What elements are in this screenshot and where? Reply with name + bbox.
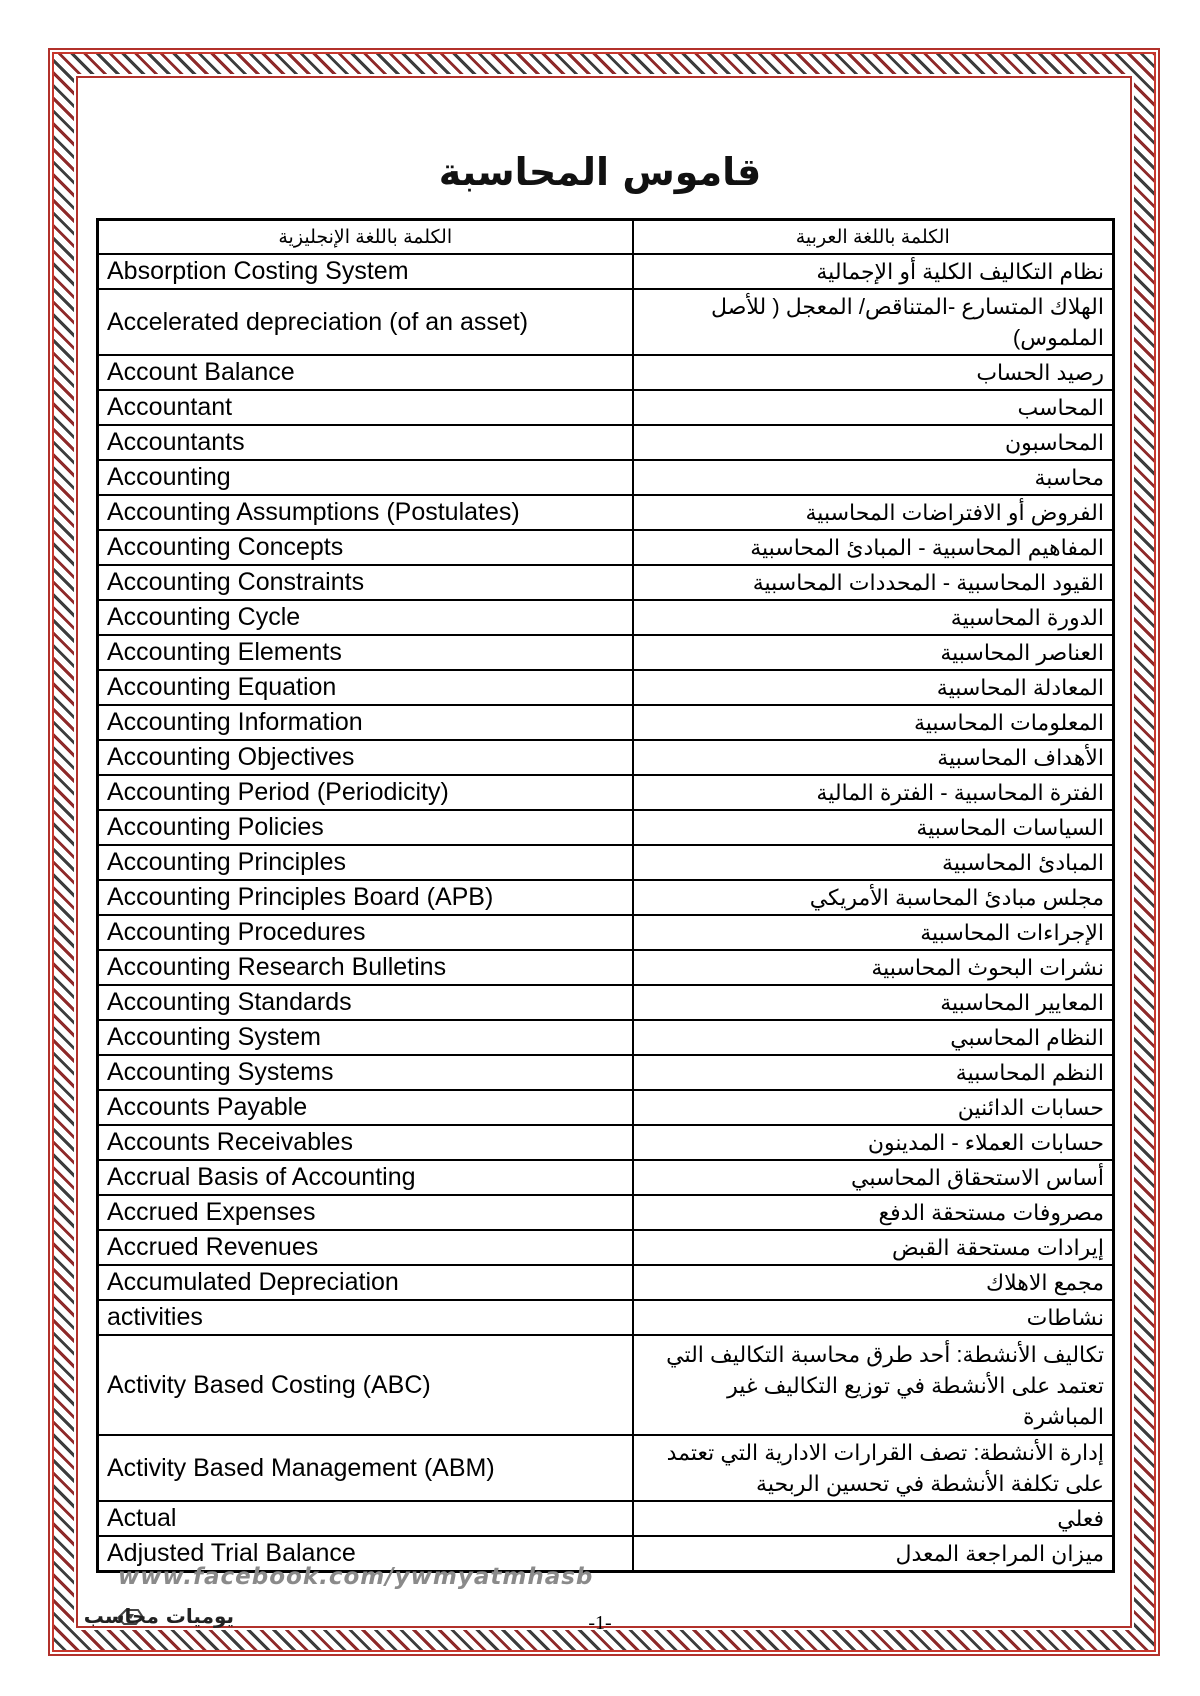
table-row [98, 495, 1114, 530]
table-row [98, 670, 1114, 705]
dictionary-table [96, 218, 1115, 1573]
english-term: Accounting Constraints [98, 565, 633, 600]
english-term: Actual [98, 1501, 633, 1536]
english-term: Accrued Revenues [98, 1230, 633, 1265]
table-row [98, 390, 1114, 425]
english-term: Accounting Information [98, 705, 633, 740]
arabic-term: نشرات البحوث المحاسبية [633, 950, 1114, 985]
arabic-term: مجمع الاهلاك [633, 1265, 1114, 1300]
english-term: Accelerated depreciation (of an asset) [98, 289, 633, 355]
english-term: Accounts Payable [98, 1090, 633, 1125]
arabic-term: إيرادات مستحقة القبض [633, 1230, 1114, 1265]
english-term: Account Balance [98, 355, 633, 390]
logo-text: يوميات محاسب [83, 1604, 234, 1628]
table-row [98, 635, 1114, 670]
arabic-term: إدارة الأنشطة: تصف القرارات الادارية التي تعتمد على تكلفة الأنشطة في تحسين الربحية [633, 1435, 1114, 1501]
table-row [98, 600, 1114, 635]
table-row [98, 530, 1114, 565]
table-row [98, 705, 1114, 740]
arabic-term: المحاسبون [633, 425, 1114, 460]
english-term: Accountants [98, 425, 633, 460]
english-term: Accounting Policies [98, 810, 633, 845]
table-row [98, 565, 1114, 600]
english-term: Accounting Principles [98, 845, 633, 880]
arabic-term: المفاهيم المحاسبية - المبادئ المحاسبية [633, 530, 1114, 565]
table-row [98, 254, 1114, 289]
arabic-term: الأهداف المحاسبية [633, 740, 1114, 775]
arabic-term: الإجراءات المحاسبية [633, 915, 1114, 950]
table-row [98, 810, 1114, 845]
english-term: Accounts Receivables [98, 1125, 633, 1160]
english-term: Accounting Period (Periodicity) [98, 775, 633, 810]
facebook-url-watermark: www.facebook.com/ywmyatmhasb [118, 1564, 594, 1590]
english-term: Activity Based Management (ABM) [98, 1435, 633, 1501]
table-row [98, 1265, 1114, 1300]
page-number: -1- [588, 1612, 612, 1634]
arabic-term: العناصر المحاسبية [633, 635, 1114, 670]
arabic-term: النظم المحاسبية [633, 1055, 1114, 1090]
english-term: Accounting System [98, 1020, 633, 1055]
english-term: Accounting Systems [98, 1055, 633, 1090]
english-term: Accumulated Depreciation [98, 1265, 633, 1300]
english-term: Accounting Standards [98, 985, 633, 1020]
arabic-term: المعلومات المحاسبية [633, 705, 1114, 740]
arabic-term: مجلس مبادئ المحاسبة الأمريكي [633, 880, 1114, 915]
table-row [98, 355, 1114, 390]
english-term: Activity Based Costing (ABC) [98, 1335, 633, 1435]
english-term: Accounting Elements [98, 635, 633, 670]
arabic-term: السياسات المحاسبية [633, 810, 1114, 845]
table-row [98, 1230, 1114, 1265]
english-term: Accrued Expenses [98, 1195, 633, 1230]
table-row [98, 1195, 1114, 1230]
table-body [98, 254, 1114, 1572]
arabic-term: رصيد الحساب [633, 355, 1114, 390]
arabic-term: الهلاك المتسارع -المتناقص/ المعجل ( للأصل الملموس) [633, 289, 1114, 355]
table-row [98, 985, 1114, 1020]
arabic-term: نشاطات [633, 1300, 1114, 1335]
english-term: Accounting Assumptions (Postulates) [98, 495, 633, 530]
arabic-term: نظام التكاليف الكلية أو الإجمالية [633, 254, 1114, 289]
header-arabic-column: الكلمة باللغة العربية [633, 220, 1114, 255]
table-row [98, 1055, 1114, 1090]
arabic-term: مصروفات مستحقة الدفع [633, 1195, 1114, 1230]
table-row [98, 740, 1114, 775]
arabic-term: ميزان المراجعة المعدل [633, 1536, 1114, 1572]
table-row [98, 1501, 1114, 1536]
table-row [98, 775, 1114, 810]
arabic-term: حسابات العملاء - المدينون [633, 1125, 1114, 1160]
english-term: Accounting Research Bulletins [98, 950, 633, 985]
arabic-term: الفروض أو الافتراضات المحاسبية [633, 495, 1114, 530]
table-row [98, 950, 1114, 985]
english-term: Accounting Procedures [98, 915, 633, 950]
english-term: Accrual Basis of Accounting [98, 1160, 633, 1195]
table-row [98, 460, 1114, 495]
table-row [98, 1300, 1114, 1335]
arabic-term: المحاسب [633, 390, 1114, 425]
table-row [98, 1125, 1114, 1160]
arabic-term: النظام المحاسبي [633, 1020, 1114, 1055]
english-term: Accounting Cycle [98, 600, 633, 635]
table-row [98, 1160, 1114, 1195]
arabic-term: المبادئ المحاسبية [633, 845, 1114, 880]
table-row [98, 915, 1114, 950]
arabic-term: المعادلة المحاسبية [633, 670, 1114, 705]
english-term: activities [98, 1300, 633, 1335]
english-term: Accounting Objectives [98, 740, 633, 775]
table-row [98, 1335, 1114, 1435]
english-term: Accounting Equation [98, 670, 633, 705]
table-row [98, 880, 1114, 915]
arabic-term: الدورة المحاسبية [633, 600, 1114, 635]
header-english-column: الكلمة باللغة الإنجليزية [98, 220, 633, 255]
table-header-row [98, 220, 1114, 255]
arabic-term: القيود المحاسبية - المحددات المحاسبية [633, 565, 1114, 600]
english-term: Accountant [98, 390, 633, 425]
english-term: Accounting [98, 460, 633, 495]
table-row [98, 425, 1114, 460]
table-row [98, 1090, 1114, 1125]
arabic-term: محاسبة [633, 460, 1114, 495]
arabic-term: الفترة المحاسبية - الفترة المالية [633, 775, 1114, 810]
english-term: Accounting Concepts [98, 530, 633, 565]
page-title: قاموس المحاسبة [438, 150, 762, 194]
table-row [98, 845, 1114, 880]
english-term: Adjusted Trial Balance [98, 1536, 633, 1572]
table-row [98, 289, 1114, 355]
english-term: Absorption Costing System [98, 254, 633, 289]
arabic-term: حسابات الدائنين [633, 1090, 1114, 1125]
arabic-term: المعايير المحاسبية [633, 985, 1114, 1020]
arabic-term: أساس الاستحقاق المحاسبي [633, 1160, 1114, 1195]
arabic-term: فعلي [633, 1501, 1114, 1536]
arabic-term: تكاليف الأنشطة: أحد طرق محاسبة التكاليف التي تعتمد على الأنشطة في توزيع التكاليف غير المباشرة [633, 1335, 1114, 1435]
table-row [98, 1020, 1114, 1055]
english-term: Accounting Principles Board (APB) [98, 880, 633, 915]
table-row [98, 1435, 1114, 1501]
